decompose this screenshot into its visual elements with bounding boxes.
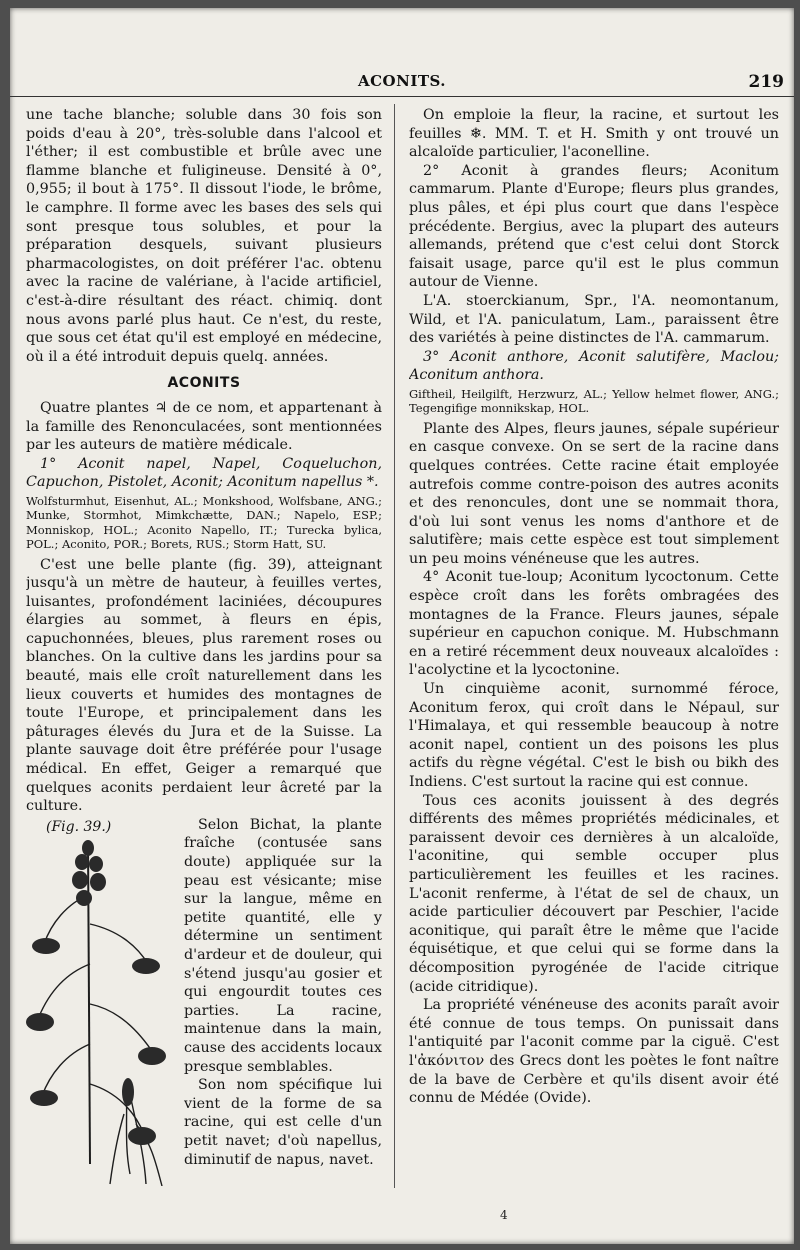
running-title: ACONITS.: [357, 72, 447, 90]
item1-heading: 1° Aconit napel, Napel, Coqueluchon, Capuchon, Pistolet, Aconit; Aconitum napellus *.: [26, 455, 382, 491]
item1-synonyms: Wolfsturmhut, Eisenhut, AL.; Monkshood, Wolfsbane, ANG.; Munke, Stormhot, Mimkchætte, DAN.; Napelo, ESP.; Monniskop, HOL.; Aconito Napello, IT.; Turecka bylica, POL.; Aconito, POR.; Borets, RUS.; Storm Hatt, SU.: [26, 493, 382, 552]
bichat-paragraph: Selon Bichat, la plante fraîche (contusée sans doute) appliquée sur la peau est vésicante; mise sur la langue, même en petite quantité, elle y détermine un sentiment d'ardeur et de douleur, qui s'étend jusqu'au gosier et qui engourdit toutes ces parties. La racine, maintenue dans la main, cause des accidents locaux presque semblables.: [184, 816, 382, 1075]
page-header: [10, 70, 794, 97]
varieties-paragraph: L'A. stoerckianum, Spr., l'A. neomontanum, Wild, et l'A. paniculatum, Lam., paraissent être des variétés à peine distinctes de l'A. cammarum.: [409, 292, 779, 347]
item3-description: Plante des Alpes, fleurs jaunes, sépale supérieur en casque convexe. On se sert de la racine dans quelques contrées. Cette racine était employée autrefois comme contre-poison des autres aconits et des renoncules, dont une se nommait thora, d'où lui sont venus les noms d'anthore et de salutifère; mais cette espèce est tout simplement un peu moins vénéneuse que les autres.: [409, 420, 779, 567]
aconite-illustration: [26, 818, 176, 1186]
usage-paragraph: On emploie la fleur, la racine, et surtout les feuilles ❄. MM. T. et H. Smith y ont trouvé un alcaloïde particulier, l'aconelline.: [409, 107, 779, 161]
item3-heading: 3° Aconit anthore, Aconit salutifère, Maclou; Aconitum anthora.: [409, 348, 779, 384]
name-paragraph: Son nom spécifique lui vient de la forme de sa racine, qui est celle d'un petit navet; d'où napellus, diminutif de napus, navet.: [184, 1077, 382, 1168]
section-intro: Quatre plantes ♃ de ce nom, et appartenant à la famille des Renonculacées, sont mentionnées par les auteurs de matière médicale.: [26, 399, 382, 454]
figure-label: (Fig. 39.): [46, 818, 112, 835]
item3-synonyms: Giftheil, Heilgilft, Herzwurz, AL.; Yellow helmet flower, ANG.; Tegengifige monnikskap, HOL.: [409, 386, 779, 416]
right-column: [409, 106, 779, 1186]
footer-signature-mark: 4: [500, 1208, 508, 1222]
book-page: [10, 8, 794, 1244]
aconite-plant-drawing: [26, 834, 176, 1186]
item5-paragraph: Un cinquième aconit, surnommé féroce, Aconitum ferox, qui croît dans le Népaul, sur l'Himalaya, et qui ressemble beaucoup à notre aconit napel, contient un des poisons les plus actifs du règne végétal. C'est le bish ou bikh des Indiens. C'est surtout la racine qui est connue.: [409, 681, 779, 790]
section-title: ACONITS: [167, 375, 241, 392]
item2-paragraph: 2° Aconit à grandes fleurs; Aconitum cammarum. Plante d'Europe; fleurs plus grandes, plus pâles, et épi plus court que dans l'espèce précédente. Bergius, avec la plupart des auteurs allemands, prétend que c'est celui dont Storck faisait usage, parce qu'il est le plus commun autour de Vienne.: [409, 162, 779, 291]
item1-description: C'est une belle plante (fig. 39), atteignant jusqu'à un mètre de hauteur, à feuilles vertes, luisantes, profondément laciniées, découpures élargies au sommet, à fleurs en épis, capuchonnées, bleues, plus rarement roses ou blanches. On la cultive dans les jardins pour sa beauté, mais elle croît naturellement dans les lieux couverts et humides des montagnes de toute l'Europe, et principalement dans les pâturages élevés du Jura et de la Suisse. La plante sauvage doit être préférée pour l'usage médical. En effet, Geiger a remarqué que quelques aconits perdaient leur âcreté par la culture.: [26, 556, 382, 815]
properties-paragraph: Tous ces aconits jouissent à des degrés différents des mêmes propriétés médicinales, et paraissent devoir ces dernières à un alcaloïde, l'aconitine, qui semble occuper plus particulièrement les feuilles et les racines. L'aconit renferme, à l'état de sel de chaux, un acide particulier découvert par Peschier, l'acide aconitique, qui paraît être le même que l'acide équisétique, et que celui qui se forme dans la décomposition pyrogénée de l'acide citrique (acide citridique).: [409, 792, 779, 995]
page-number: 219: [748, 72, 784, 92]
left-column: [26, 106, 382, 1186]
item4-paragraph: 4° Aconit tue-loup; Aconitum lycoctonum. Cette espèce croît dans les forêts ombragées des montagnes de la France. Fleurs jaunes, sépale supérieur en capuchon conique. M. Hubschmann en a retiré récemment deux nouveaux alcaloïdes : l'acolyctine et la lycoctonine.: [409, 569, 779, 679]
history-paragraph: La propriété vénéneuse des aconits paraît avoir été connue de tous temps. On punissait dans l'antiquité par l'aconit comme par la ciguë. C'est l'ἀκόνιτον des Grecs dont les poètes le font naître de la bave de Cerbère et qu'ils disent avoir été connu de Médée (Ovide).: [409, 997, 779, 1107]
column-divider: [394, 104, 395, 1188]
intro-paragraph: une tache blanche; soluble dans 30 fois son poids d'eau à 20°, très-soluble dans l'alcool et l'éther; il est combustible et brûle avec une flamme blanche et fuligineuse. Densité à 0°, 0,955; il bout à 175°. Il dissout l'iode, le brôme, le camphre. Il forme avec les bases des sels qui sont presque tous solubles, et pour la préparation desquels, suivant plusieurs pharmacologistes, on doit préférer l'ac. obtenu avec la racine de valériane, à l'acide artificiel, c'est-à-dire résultant des réact. chimiq. dont nous avons parlé plus haut. Ce n'est, du reste, que sous cet état qu'il est employé en médecine, où il a été introduit depuis quelq. années.: [26, 107, 382, 365]
